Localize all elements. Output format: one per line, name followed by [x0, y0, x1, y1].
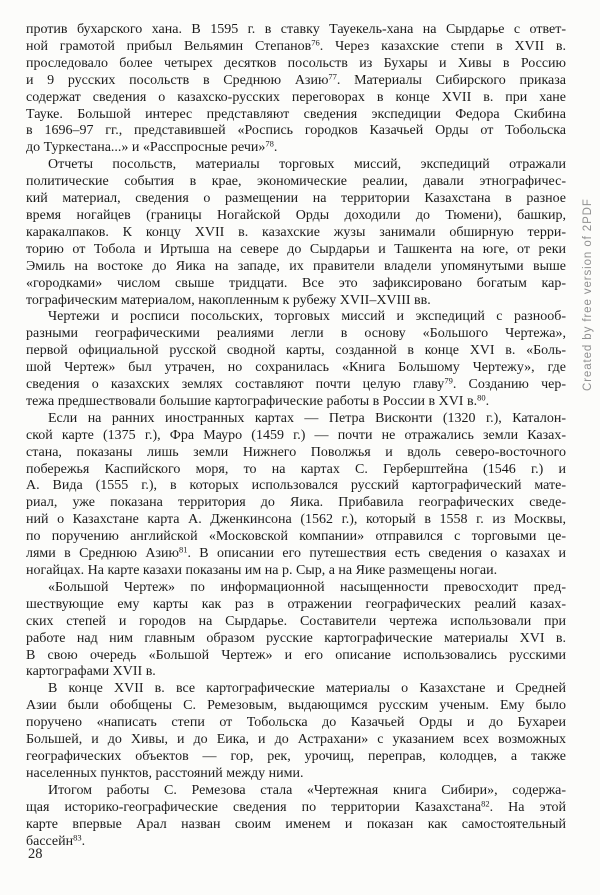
text-line: сведения о казахских землях составляют почти целую главу$^{79}$. Созданию чер-	[26, 375, 566, 393]
footnote-marker: 78	[265, 138, 274, 149]
text-line: ской карте (1375 г.), Фра Мауро (1459 г.) — почти не отражались земли Казах-	[26, 427, 566, 443]
text-line: Тауке. Большой интерес представляют сведения экспедиции Федора Скибина	[26, 106, 566, 122]
text-line: поручено «написать степи от Тобольска до Казачьей Орды и до Бухареи	[26, 715, 566, 731]
text-line: В свою очередь «Большой Чертеж» и его описание использовались русскими	[26, 647, 566, 663]
text-line: В конце XVII в. все картографические материалы о Казахстане и Средней	[48, 681, 566, 697]
text-line: по поручению английской «Московской компании» отправился с торговыми це-	[26, 529, 566, 545]
footnote-marker: 79	[444, 375, 453, 386]
text-line: тографическим материалом, накопленным к рубежу XVII–XVIII вв.	[26, 292, 431, 308]
text-line: ских степей и городов на Сырдарье. Составители чертежа использовали при	[26, 613, 566, 629]
text-line: щая историко-географические сведения по территории Казахстана$^{82}$. На этой	[26, 798, 566, 815]
text-line: кий материал, сведения о размещении на территории Казахстана в разное	[26, 191, 566, 207]
footnote-marker: 83	[73, 832, 82, 842]
text-line: и 9 русских посольств в Среднюю Азию$^{77}$. Материалы Сибирского приказа	[26, 71, 566, 88]
text-line: А. Вида (1555 г.), в которых использовался русский картографический мате-	[26, 478, 566, 494]
paragraph	[26, 22, 566, 157]
watermark-text: Created by free version of 2PDF	[582, 198, 594, 391]
text-line: населенных пунктов, расстояний между ними.	[26, 765, 304, 781]
page-number: 28	[28, 846, 43, 862]
text-line: Эмиль на востоке до Яика на западе, их правители владели упомянутыми выше	[26, 258, 566, 274]
text-line: время ногайцев (границы Ногайской Орды доходили до Тюмени), башкир,	[26, 207, 566, 223]
text-line: тежа предшествовали большие картографические работы в России в XVI в.$^{80}$.	[26, 392, 490, 409]
text-line: географических объектов — гор, рек, урочищ, переправ, колодцев, а также	[26, 748, 566, 764]
text-line: проследовало более четырех десятков посольств из Бухары и Хивы в Россию	[26, 55, 566, 71]
text-line: Чертежи и росписи посольских, торговых миссий и экспедиций с разнооб-	[48, 309, 566, 325]
footnote-marker: 76	[311, 37, 320, 48]
text-column	[26, 22, 566, 850]
footnote-marker: 81	[178, 544, 188, 555]
text-line: ной грамотой прибыл Вельямин Степанов$^{76}$. Через казахские степи в XVII в.	[26, 37, 567, 54]
paragraph	[26, 309, 566, 410]
paragraph	[26, 157, 566, 309]
text-line: разными географическими реалиями легли в основу «Большого Чертежа»,	[26, 326, 566, 342]
text-line: ний о Казахстане карта А. Дженкинсона (1562 г.), который в 1558 г. из Москвы,	[26, 512, 566, 528]
text-line: содержат сведения о казахско-русских переговорах в конце XVII в. при хане	[26, 89, 566, 105]
text-line: до Туркестана...» и «Расспросные речи»$^{78}$.	[26, 138, 278, 156]
paragraph	[26, 580, 566, 681]
text-line: шой Чертеж» был утрачен, но сохранилась «Книга Большому Чертежу», где	[26, 360, 566, 376]
paragraph	[26, 783, 566, 851]
text-line: в 1696–97 гг., представившей «Роспись городков Казачьей Орды от Тобольска	[26, 123, 566, 139]
text-line: риал, уже показана территория до Яика. Прибавила географических сведе-	[26, 495, 566, 511]
text-line: бассейн$^{83}$.	[26, 832, 86, 849]
text-line: «Большой Чертеж» по информационной насыщенности превосходит пред-	[48, 579, 566, 595]
text-line: торию от Тобола и Иртыша на севере до Сырдарьи и Ташкента на юге, от реки	[26, 241, 566, 257]
text-line: первой официальной русской сводной карты, созданной в конце XVI в. «Боль-	[26, 343, 566, 359]
text-line: Итогом работы С. Ремезова стала «Чертежная книга Сибири», содержа-	[48, 782, 566, 798]
text-line: каракалпаков. К концу XVII в. казахские жузы занимали обширную терри-	[26, 224, 566, 240]
footnote-marker: 77	[328, 71, 337, 82]
text-line: картографами XVII в.	[26, 664, 156, 680]
text-line: шествующие ему карты как раз в отражении географических реалий казах-	[26, 596, 566, 612]
text-line: политические события в крае, экономические реалии, давали этнографичес-	[26, 174, 566, 190]
text-line: работе над ним главным образом русские картографические материалы XVI в.	[26, 630, 566, 646]
text-line: карте впервые Арал назван своим именем и показан как самостоятельный	[26, 816, 566, 832]
text-line: «городками» числом свыше тридцати. Все это зафиксировано богатым кар-	[26, 275, 566, 291]
text-line: Большей, и до Хивы, и до Еика, и до Астрахани» с указанием всех возможных	[26, 732, 566, 748]
text-line: против бухарского хана. В 1595 г. в ставку Тауекель-хана на Сырдарье с ответ-	[26, 22, 566, 37]
text-line: Отчеты посольств, материалы торговых миссий, экспедиций отражали	[48, 157, 566, 173]
paragraph	[26, 411, 566, 580]
text-line: стана, показаны лишь земли Нижнего Поволжья и вдоль северо-восточного	[26, 444, 566, 460]
text-line: Азии были обобщены С. Ремезовым, выдающимся русским ученым. Ему было	[26, 698, 566, 714]
text-line: побережья Каспийского моря, то на картах С. Герберштейна (1546 г.) и	[26, 461, 566, 477]
paragraph	[26, 681, 566, 782]
footnote-marker: 80	[477, 392, 486, 403]
footnote-marker: 82	[481, 798, 490, 809]
text-line: ногайцах. На карте казахи показаны им на р. Сыр, а на Яике размещены ногаи.	[26, 563, 498, 578]
text-line: Если на ранних иностранных картах — Петра Висконти (1320 г.), Каталон-	[48, 410, 566, 426]
text-line: лями в Среднюю Азию$^{81}$. В описании его путешествия есть сведения о казахах и	[26, 544, 566, 562]
